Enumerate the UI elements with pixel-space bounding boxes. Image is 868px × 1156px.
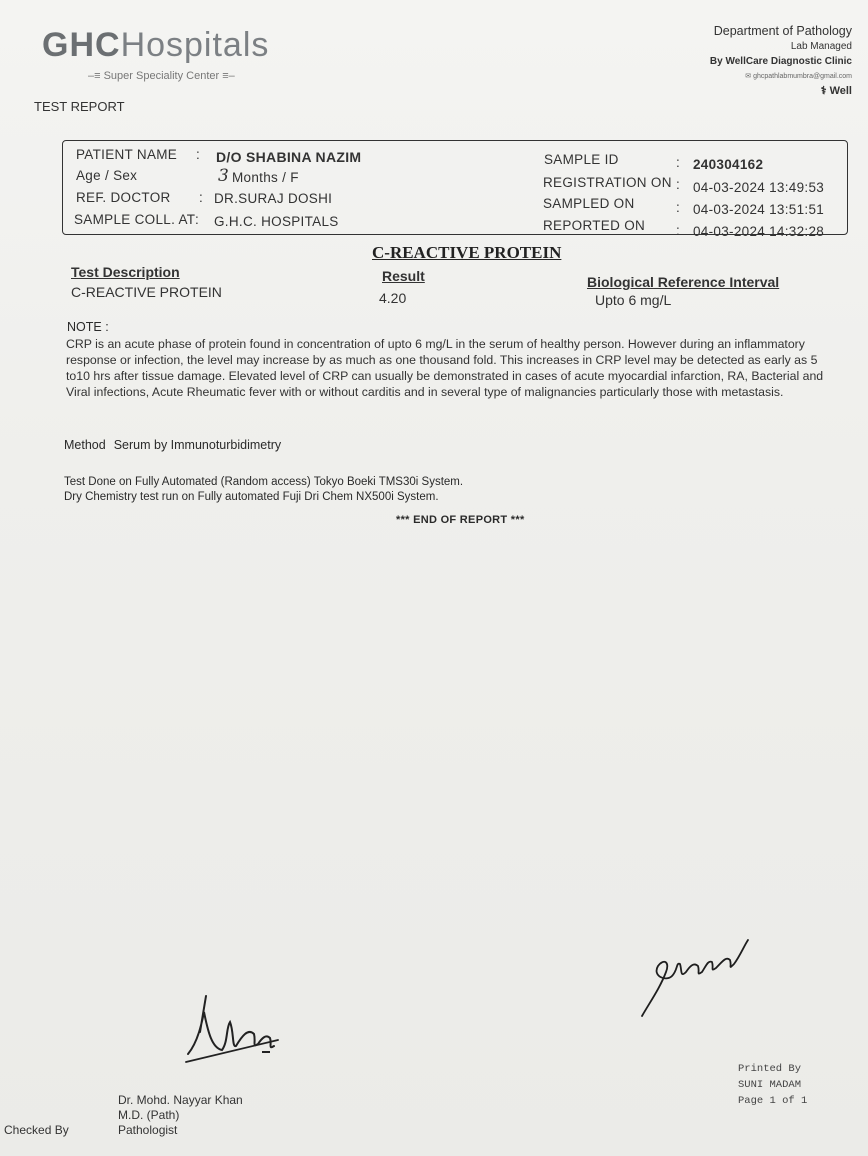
logo-light-text: Hospitals [120, 26, 270, 64]
col-reference-interval: Biological Reference Interval [587, 274, 780, 290]
reference-interval: Upto 6 mg/L [595, 292, 672, 308]
sampled-value: 04-03-2024 13:51:51 [693, 202, 825, 217]
patient-name-label: PATIENT NAME [76, 147, 178, 162]
doctor-details [118, 1093, 243, 1138]
col-test-description: Test Description [71, 264, 180, 280]
note-text: CRP is an acute phase of protein found in concentration of upto 6 mg/L in the serum of healthy person. However during an inflammatory response or infection, the level may increase by as much as one thousand fold. This increases in CRP level may be detected as early as 5 to10 hrs after tissue damage. Elevated level of CRP can usually be demonstrated in cases of acute myocardial infarction, RA, Bacterial and Viral infections, Acute Rheumatic fever with or without carditis and in several type of malignancies particularly those with metastasis. [66, 337, 824, 399]
pathologist-signature [178, 992, 288, 1072]
print-info [738, 1061, 807, 1109]
system-info [64, 475, 564, 505]
sample-id-label: SAMPLE ID [544, 152, 619, 167]
age-handwritten: 3 [218, 166, 230, 186]
sample-id-value: 240304162 [693, 157, 764, 172]
reported-value: 04-03-2024 14:32:28 [693, 224, 825, 239]
report-title: C-REACTIVE PROTEIN [372, 243, 562, 262]
document-type: TEST REPORT [34, 99, 125, 114]
colon: : [676, 223, 681, 238]
lab-details [710, 24, 852, 99]
clinic-name: By WellCare Diagnostic Clinic [709, 56, 852, 67]
technician-signature [636, 932, 760, 1022]
clinic-logo-icon: ⚕ [820, 85, 830, 97]
colon: : [199, 190, 204, 205]
logo-tagline: –≡ Super Speciality Center ≡– [88, 70, 235, 82]
method-value: Serum by Immunoturbidimetry [113, 438, 282, 452]
printed-name: SUNI MADAM [738, 1079, 802, 1091]
note-heading: NOTE : [67, 320, 109, 334]
sample-coll-label: SAMPLE COLL. AT [74, 212, 196, 227]
ref-doctor-label: REF. DOCTOR [76, 190, 171, 205]
patient-name-value: D/O SHABINA NAZIM [216, 149, 362, 165]
hospital-logo [42, 26, 269, 65]
ref-doctor-value: DR.SURAJ DOSHI [214, 191, 333, 206]
lab-managed: Lab Managed [790, 41, 852, 52]
age-sex-value: Months / F [232, 170, 299, 185]
department-name: Department of Pathology [713, 24, 852, 38]
colon: : [676, 200, 681, 215]
method-label: Method [64, 438, 106, 452]
test-result: 4.20 [379, 290, 407, 306]
printed-by: Printed By [738, 1063, 802, 1075]
sampled-label: SAMPLED ON [543, 196, 635, 211]
sample-coll-value: G.H.C. HOSPITALS [214, 214, 339, 229]
clinic-brand: ⚕ Well [820, 85, 852, 97]
end-of-report: *** END OF REPORT *** [396, 514, 525, 526]
lab-email: ✉ ghcpathlabmumbra@gmail.com [745, 73, 852, 80]
tagline-dash-icon: –≡ [88, 70, 104, 82]
registration-label: REGISTRATION ON [543, 175, 672, 190]
registration-value: 04-03-2024 13:49:53 [693, 180, 825, 195]
doctor-degree: M.D. (Path) [118, 1108, 180, 1122]
col-result: Result [382, 268, 425, 284]
mail-icon: ✉ [745, 73, 754, 80]
method-line [64, 438, 281, 452]
test-name: C-REACTIVE PROTEIN [71, 284, 222, 300]
colon: : [195, 212, 200, 227]
colon: : [196, 147, 201, 162]
reported-label: REPORTED ON [543, 218, 646, 233]
colon: : [676, 155, 681, 170]
colon: : [676, 177, 681, 192]
checked-by: Checked By [4, 1123, 69, 1137]
age-sex-label: Age / Sex [76, 168, 138, 183]
system-line-2: Dry Chemistry test run on Fully automated Fuji Dri Chem NX500i System. [64, 491, 439, 503]
doctor-name: Dr. Mohd. Nayyar Khan [118, 1093, 243, 1107]
doctor-role: Pathologist [118, 1123, 178, 1137]
logo-bold-text: GHC [42, 26, 121, 64]
tagline-dash-icon: ≡– [219, 70, 235, 82]
page-number: Page 1 of 1 [738, 1095, 808, 1107]
system-line-1: Test Done on Fully Automated (Random access) Tokyo Boeki TMS30i System. [64, 476, 464, 488]
